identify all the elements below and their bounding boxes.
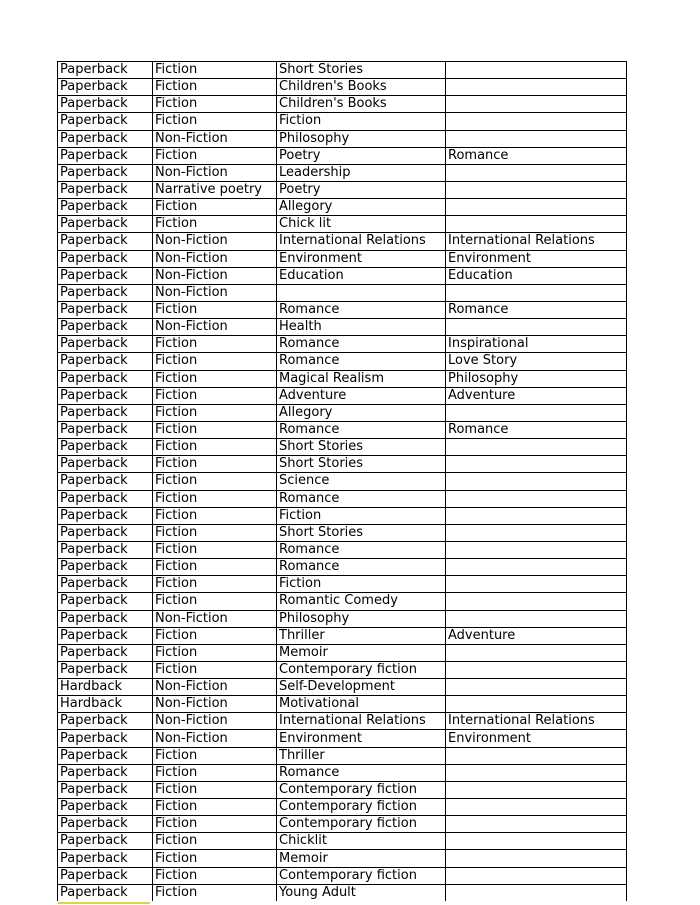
category-cell[interactable]: Fiction (153, 421, 277, 438)
format-cell[interactable]: Paperback (58, 250, 153, 267)
format-cell[interactable]: Paperback (58, 164, 153, 181)
genre-cell[interactable]: Poetry (277, 181, 446, 198)
subgenre-cell[interactable]: Romance (446, 301, 627, 318)
subgenre-cell[interactable] (446, 199, 627, 216)
sheet-body (58, 62, 627, 901)
table-row (58, 113, 627, 130)
genre-cell[interactable]: Chicklit (277, 833, 446, 850)
subgenre-cell[interactable] (446, 216, 627, 233)
format-cell[interactable]: Paperback (58, 439, 153, 456)
subgenre-cell[interactable] (446, 610, 627, 627)
subgenre-cell[interactable]: International Relations (446, 233, 627, 250)
genre-cell[interactable]: Memoir (277, 850, 446, 867)
subgenre-cell[interactable] (446, 696, 627, 713)
subgenre-cell[interactable] (446, 62, 627, 79)
table-row (58, 850, 627, 867)
format-cell[interactable]: Paperback (58, 661, 153, 678)
category-cell[interactable]: Non-Fiction (153, 284, 277, 301)
subgenre-cell[interactable] (446, 490, 627, 507)
table-row (58, 79, 627, 96)
format-cell[interactable]: Paperback (58, 370, 153, 387)
genre-cell[interactable]: Children's Books (277, 96, 446, 113)
category-cell[interactable]: Fiction (153, 781, 277, 798)
category-cell[interactable]: Fiction (153, 301, 277, 318)
subgenre-cell[interactable] (446, 867, 627, 884)
genre-cell[interactable]: Contemporary fiction (277, 867, 446, 884)
table-row (58, 96, 627, 113)
category-cell[interactable]: Fiction (153, 404, 277, 421)
format-cell[interactable]: Paperback (58, 336, 153, 353)
category-cell[interactable]: Fiction (153, 370, 277, 387)
category-cell[interactable]: Fiction (153, 113, 277, 130)
genre-cell[interactable]: Contemporary fiction (277, 816, 446, 833)
genre-cell[interactable]: Romance (277, 490, 446, 507)
table-row (58, 781, 627, 798)
table-row (58, 679, 627, 696)
subgenre-cell[interactable]: Romance (446, 421, 627, 438)
genre-cell[interactable]: Short Stories (277, 62, 446, 79)
subgenre-cell[interactable]: Adventure (446, 627, 627, 644)
subgenre-cell[interactable] (446, 96, 627, 113)
category-cell[interactable]: Fiction (153, 816, 277, 833)
subgenre-cell[interactable]: Philosophy (446, 370, 627, 387)
table-row (58, 490, 627, 507)
subgenre-cell[interactable] (446, 456, 627, 473)
subgenre-cell[interactable] (446, 473, 627, 490)
category-cell[interactable]: Fiction (153, 199, 277, 216)
subgenre-cell[interactable] (446, 404, 627, 421)
category-cell[interactable]: Fiction (153, 216, 277, 233)
format-cell[interactable]: Paperback (58, 147, 153, 164)
subgenre-cell[interactable] (446, 679, 627, 696)
format-cell[interactable]: Paperback (58, 233, 153, 250)
format-cell[interactable]: Paperback (58, 713, 153, 730)
format-cell[interactable]: Paperback (58, 850, 153, 867)
genre-cell[interactable]: Fiction (277, 113, 446, 130)
table-row (58, 576, 627, 593)
format-cell[interactable]: Paperback (58, 456, 153, 473)
format-cell[interactable]: Hardback (58, 696, 153, 713)
genre-cell[interactable]: Young Adult (277, 884, 446, 901)
genre-cell[interactable]: Short Stories (277, 524, 446, 541)
genre-cell[interactable]: Romance (277, 353, 446, 370)
category-cell[interactable]: Fiction (153, 62, 277, 79)
format-cell[interactable]: Paperback (58, 747, 153, 764)
table-row (58, 644, 627, 661)
subgenre-cell[interactable] (446, 79, 627, 96)
table-row (58, 747, 627, 764)
table-row (58, 559, 627, 576)
table-row (58, 404, 627, 421)
category-cell[interactable]: Fiction (153, 833, 277, 850)
category-cell[interactable]: Fiction (153, 576, 277, 593)
genre-cell[interactable]: Romance (277, 764, 446, 781)
subgenre-cell[interactable] (446, 284, 627, 301)
table-row (58, 713, 627, 730)
category-cell[interactable]: Non-Fiction (153, 713, 277, 730)
format-cell[interactable]: Paperback (58, 319, 153, 336)
format-cell[interactable]: Paperback (58, 79, 153, 96)
genre-cell[interactable]: Romance (277, 336, 446, 353)
genre-cell[interactable]: Self-Development (277, 679, 446, 696)
format-cell[interactable]: Paperback (58, 781, 153, 798)
subgenre-cell[interactable] (446, 799, 627, 816)
table-row (58, 730, 627, 747)
category-cell[interactable]: Fiction (153, 353, 277, 370)
genre-cell[interactable]: Allegory (277, 404, 446, 421)
genre-cell[interactable]: Adventure (277, 387, 446, 404)
subgenre-cell[interactable] (446, 130, 627, 147)
format-cell[interactable]: Paperback (58, 576, 153, 593)
genre-cell[interactable]: Fiction (277, 507, 446, 524)
category-cell[interactable]: Fiction (153, 507, 277, 524)
format-cell[interactable]: Paperback (58, 593, 153, 610)
category-cell[interactable]: Non-Fiction (153, 679, 277, 696)
subgenre-cell[interactable] (446, 439, 627, 456)
format-cell[interactable]: Paperback (58, 216, 153, 233)
table-row (58, 507, 627, 524)
category-cell[interactable]: Fiction (153, 850, 277, 867)
format-cell[interactable]: Paperback (58, 799, 153, 816)
category-cell[interactable]: Non-Fiction (153, 164, 277, 181)
subgenre-cell[interactable] (446, 507, 627, 524)
format-cell[interactable]: Paperback (58, 421, 153, 438)
table-row (58, 301, 627, 318)
subgenre-cell[interactable] (446, 113, 627, 130)
genre-cell[interactable]: Philosophy (277, 130, 446, 147)
format-cell[interactable]: Paperback (58, 507, 153, 524)
format-cell[interactable]: Paperback (58, 833, 153, 850)
format-cell[interactable]: Paperback (58, 284, 153, 301)
subgenre-cell[interactable] (446, 781, 627, 798)
table-row (58, 147, 627, 164)
subgenre-cell[interactable] (446, 164, 627, 181)
table-row (58, 661, 627, 678)
subgenre-cell[interactable]: Inspirational (446, 336, 627, 353)
genre-cell[interactable]: Short Stories (277, 456, 446, 473)
genre-cell[interactable]: Contemporary fiction (277, 799, 446, 816)
subgenre-cell[interactable]: Education (446, 267, 627, 284)
genre-cell[interactable]: Romance (277, 301, 446, 318)
category-cell[interactable]: Fiction (153, 439, 277, 456)
format-cell[interactable]: Paperback (58, 387, 153, 404)
table-row (58, 816, 627, 833)
table-row (58, 884, 627, 901)
category-cell[interactable]: Fiction (153, 661, 277, 678)
category-cell[interactable]: Fiction (153, 473, 277, 490)
subgenre-cell[interactable]: Adventure (446, 387, 627, 404)
table-row (58, 267, 627, 284)
format-cell[interactable]: Paperback (58, 610, 153, 627)
subgenre-cell[interactable] (446, 319, 627, 336)
table-row (58, 130, 627, 147)
genre-cell[interactable]: Children's Books (277, 79, 446, 96)
genre-cell[interactable]: Poetry (277, 147, 446, 164)
subgenre-cell[interactable] (446, 559, 627, 576)
subgenre-cell[interactable] (446, 747, 627, 764)
format-cell[interactable]: Paperback (58, 404, 153, 421)
genre-cell[interactable]: Romance (277, 421, 446, 438)
subgenre-cell[interactable] (446, 541, 627, 558)
subgenre-cell[interactable] (446, 884, 627, 901)
format-cell[interactable]: Paperback (58, 559, 153, 576)
table-row (58, 593, 627, 610)
category-cell[interactable]: Fiction (153, 96, 277, 113)
table-row (58, 421, 627, 438)
format-cell[interactable]: Paperback (58, 199, 153, 216)
category-cell[interactable]: Fiction (153, 336, 277, 353)
subgenre-cell[interactable] (446, 524, 627, 541)
category-cell[interactable]: Fiction (153, 490, 277, 507)
genre-cell[interactable]: Thriller (277, 627, 446, 644)
category-cell[interactable]: Fiction (153, 79, 277, 96)
subgenre-cell[interactable] (446, 644, 627, 661)
format-cell[interactable]: Paperback (58, 113, 153, 130)
format-cell[interactable]: Paperback (58, 490, 153, 507)
category-cell[interactable]: Fiction (153, 764, 277, 781)
genre-cell[interactable]: International Relations (277, 233, 446, 250)
category-cell[interactable]: Narrative poetry (153, 181, 277, 198)
table-row (58, 456, 627, 473)
genre-cell[interactable]: Chick lit (277, 216, 446, 233)
format-cell[interactable]: Paperback (58, 267, 153, 284)
table-row (58, 370, 627, 387)
subgenre-cell[interactable] (446, 816, 627, 833)
category-cell[interactable]: Non-Fiction (153, 319, 277, 336)
table-row (58, 473, 627, 490)
genre-cell[interactable]: Romantic Comedy (277, 593, 446, 610)
category-cell[interactable]: Fiction (153, 559, 277, 576)
format-cell[interactable]: Paperback (58, 541, 153, 558)
category-cell[interactable]: Fiction (153, 884, 277, 901)
table-row (58, 353, 627, 370)
format-cell[interactable]: Paperback (58, 884, 153, 901)
table-row (58, 387, 627, 404)
genre-cell[interactable] (277, 284, 446, 301)
subgenre-cell[interactable] (446, 576, 627, 593)
format-cell[interactable]: Paperback (58, 816, 153, 833)
subgenre-cell[interactable] (446, 593, 627, 610)
subgenre-cell[interactable] (446, 850, 627, 867)
table-row (58, 336, 627, 353)
table-row (58, 764, 627, 781)
subgenre-cell[interactable] (446, 833, 627, 850)
genre-cell[interactable]: Leadership (277, 164, 446, 181)
category-cell[interactable]: Non-Fiction (153, 610, 277, 627)
table-row (58, 799, 627, 816)
cell-selection-edge (58, 902, 150, 904)
genre-cell[interactable]: Romance (277, 541, 446, 558)
genre-cell[interactable]: Short Stories (277, 439, 446, 456)
table-row (58, 610, 627, 627)
category-cell[interactable]: Fiction (153, 747, 277, 764)
category-cell[interactable]: Non-Fiction (153, 233, 277, 250)
category-cell[interactable]: Non-Fiction (153, 696, 277, 713)
category-cell[interactable]: Fiction (153, 593, 277, 610)
format-cell[interactable]: Paperback (58, 62, 153, 79)
format-cell[interactable]: Paperback (58, 353, 153, 370)
category-cell[interactable]: Fiction (153, 644, 277, 661)
genre-cell[interactable]: Allegory (277, 199, 446, 216)
format-cell[interactable]: Paperback (58, 473, 153, 490)
subgenre-cell[interactable]: Love Story (446, 353, 627, 370)
category-cell[interactable]: Fiction (153, 147, 277, 164)
genre-cell[interactable]: Education (277, 267, 446, 284)
genre-cell[interactable]: Philosophy (277, 610, 446, 627)
category-cell[interactable]: Non-Fiction (153, 250, 277, 267)
format-cell[interactable]: Paperback (58, 764, 153, 781)
genre-cell[interactable]: International Relations (277, 713, 446, 730)
genre-cell[interactable]: Fiction (277, 576, 446, 593)
genre-cell[interactable]: Science (277, 473, 446, 490)
genre-cell[interactable]: Romance (277, 559, 446, 576)
table-row (58, 696, 627, 713)
subgenre-cell[interactable] (446, 661, 627, 678)
table-row (58, 216, 627, 233)
subgenre-cell[interactable]: International Relations (446, 713, 627, 730)
category-cell[interactable]: Fiction (153, 627, 277, 644)
format-cell[interactable]: Paperback (58, 130, 153, 147)
subgenre-cell[interactable] (446, 181, 627, 198)
table-row (58, 284, 627, 301)
category-cell[interactable]: Non-Fiction (153, 130, 277, 147)
format-cell[interactable]: Paperback (58, 524, 153, 541)
category-cell[interactable]: Fiction (153, 456, 277, 473)
category-cell[interactable]: Fiction (153, 541, 277, 558)
subgenre-cell[interactable]: Environment (446, 250, 627, 267)
table-row (58, 62, 627, 79)
table-row (58, 199, 627, 216)
genre-cell[interactable]: Contemporary fiction (277, 661, 446, 678)
category-cell[interactable]: Fiction (153, 387, 277, 404)
format-cell[interactable]: Paperback (58, 867, 153, 884)
table-row (58, 524, 627, 541)
genre-cell[interactable]: Health (277, 319, 446, 336)
genre-cell[interactable]: Magical Realism (277, 370, 446, 387)
format-cell[interactable]: Paperback (58, 181, 153, 198)
category-cell[interactable]: Non-Fiction (153, 730, 277, 747)
format-cell[interactable]: Paperback (58, 627, 153, 644)
genre-cell[interactable]: Environment (277, 730, 446, 747)
format-cell[interactable]: Paperback (58, 730, 153, 747)
table-row (58, 181, 627, 198)
subgenre-cell[interactable] (446, 764, 627, 781)
table-row (58, 233, 627, 250)
subgenre-cell[interactable]: Romance (446, 147, 627, 164)
book-spreadsheet (57, 61, 627, 901)
table-row (58, 627, 627, 644)
table-row (58, 867, 627, 884)
table-row (58, 439, 627, 456)
category-cell[interactable]: Fiction (153, 799, 277, 816)
category-cell[interactable]: Non-Fiction (153, 267, 277, 284)
table-row (58, 833, 627, 850)
format-cell[interactable]: Paperback (58, 301, 153, 318)
genre-cell[interactable]: Motivational (277, 696, 446, 713)
genre-cell[interactable]: Memoir (277, 644, 446, 661)
format-cell[interactable]: Hardback (58, 679, 153, 696)
genre-cell[interactable]: Thriller (277, 747, 446, 764)
genre-cell[interactable]: Environment (277, 250, 446, 267)
table-row (58, 541, 627, 558)
genre-cell[interactable]: Contemporary fiction (277, 781, 446, 798)
category-cell[interactable]: Fiction (153, 524, 277, 541)
table-row (58, 164, 627, 181)
subgenre-cell[interactable]: Environment (446, 730, 627, 747)
category-cell[interactable]: Fiction (153, 867, 277, 884)
format-cell[interactable]: Paperback (58, 96, 153, 113)
format-cell[interactable]: Paperback (58, 644, 153, 661)
table-row (58, 319, 627, 336)
table-row (58, 250, 627, 267)
